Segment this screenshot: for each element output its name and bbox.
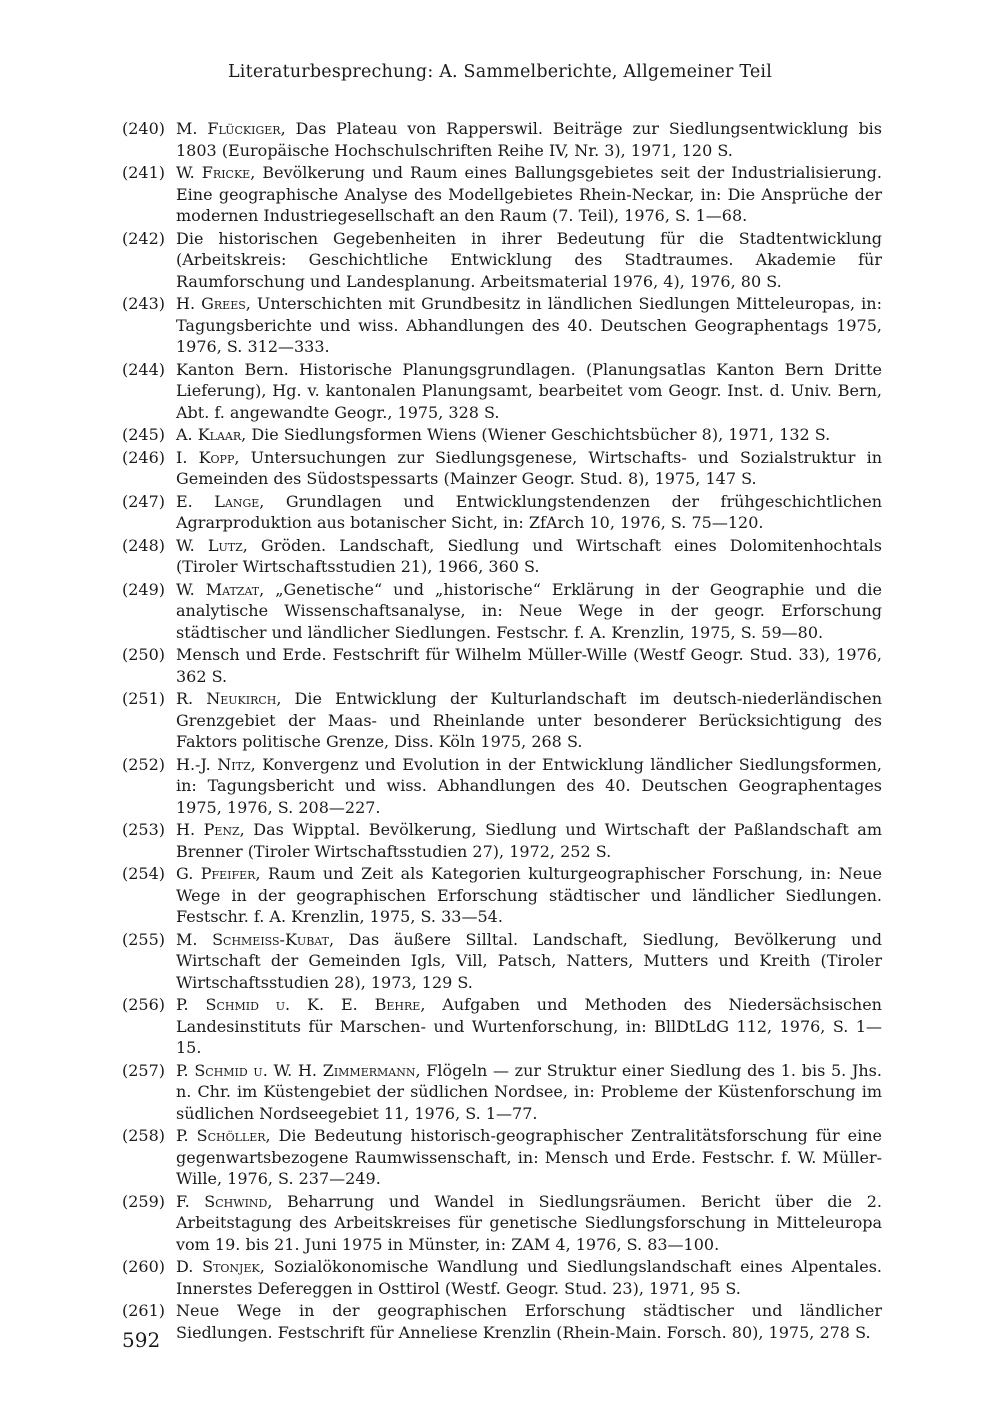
reference-title: Die historischen Gegebenheiten in ihrer Bedeutung für die Stadtentwicklung (Arbeitskreis: Geschichtliche Entwicklung des Stadtraumes. Akademie für Raumforschung und Landesplanung. Arbeitsmaterial 1976, 4), 1976, 80 S. [176,228,882,291]
reference-author: W. Matzat, [176,579,265,599]
reference-title: Konvergenz und Evolution in der Entwicklung ländlicher Siedlungsformen, in: Tagungsbericht und wiss. Abhandlungen des 40. Deutschen Geographentages 1975, 1976, S. 208—227. [176,754,883,817]
reference-number: (251) [122,689,166,708]
reference-number: (244) [122,359,166,379]
reference-author: W. Fricke, [176,163,256,182]
reference-text [176,754,882,819]
reference-title: Das Wipptal. Bevölkerung, Siedlung und Wirtschaft der Paßlandschaft am Brenner (Tiroler Wirtschaftsstudien 27), 1972, 252 S. [176,820,882,861]
reference-entry [122,228,882,293]
reference-text [176,644,882,687]
reference-title: Mensch und Erde. Festschrift für Wilhelm Müller-Wille (Westf Geogr. Stud. 33), 1976, 362 S. [176,645,882,686]
reference-title: Neue Wege in der geographischen Erforschung städtischer und ländlicher Siedlungen. Festschrift für Anneliese Krenzlin (Rhein-Main. Forsch. 80), 1975, 278 S. [176,1301,882,1342]
reference-entry [122,424,882,446]
reference-number: (248) [122,535,166,555]
reference-title: Aufgaben und Methoden des Niedersächsischen Landesinstituts für Marschen- und Wurtenforschung, in: BllDtLdG 112, 1976, S. 1—15. [176,995,882,1057]
reference-text [176,447,882,490]
reference-list [122,118,882,1344]
reference-number: (256) [122,995,166,1014]
reference-entry [122,1191,882,1256]
reference-entry [122,1256,882,1299]
reference-author: D. Stonjek, [176,1257,265,1276]
reference-text [176,863,882,928]
reference-number: (255) [122,929,166,949]
reference-entry [122,994,882,1059]
reference-author: H. Penz, [176,820,245,839]
reference-author: R. Neukirch, [176,689,282,708]
reference-number: (259) [122,1191,166,1211]
reference-entry [122,1300,882,1343]
reference-entry [122,929,882,994]
reference-author: M. Flückiger, [176,119,286,138]
running-header: Literaturbesprechung: A. Sammelberichte, Allgemeiner Teil [227,62,772,82]
reference-text [176,359,882,424]
reference-number: (242) [122,228,166,248]
reference-entry [122,447,882,490]
reference-text [176,579,882,644]
reference-entry [122,293,882,358]
reference-text [176,1125,882,1190]
reference-title: Die Entwicklung der Kulturlandschaft im deutsch-niederländischen Grenzgebiet der Maas- und Rheinlande unter besonderer Berücksichtigung des Faktors politische Grenze, Diss. Köln 1975, 268 S. [176,689,882,751]
reference-entry [122,162,882,227]
reference-title: Untersuchungen zur Siedlungsgenese, Wirtschafts- und Sozialstruktur in Gemeinden des Südostspessarts (Mainzer Geogr. Stud. 8), 1975, 147 S. [176,447,883,488]
reference-number: (241) [122,163,166,182]
reference-author: P. Schmid u. W. H. Zimmermann, [176,1060,421,1080]
reference-title: Gröden. Landschaft, Siedlung und Wirtschaft eines Dolomitenhochtals (Tiroler Wirtschaftsstudien 21), 1966, 360 S. [176,535,882,576]
reference-title: Das äußere Silltal. Landschaft, Siedlung, Bevölkerung und Wirtschaft der Gemeinden Igls, Vill, Patsch, Natters, Mutters und Kreith (Tiroler Wirtschaftsstudien 28), 1973, 129 S. [176,929,882,992]
reference-title: Die Bedeutung historisch-geographischer Zentralitätsforschung für eine gegenwartsbezogene Raumwissenschaft, in: Mensch und Erde. Festschr. f. W. Müller-Wille, 1976, S. 237—249. [176,1126,882,1188]
reference-author: G. Pfeifer, [176,864,261,883]
reference-text [176,162,882,227]
reference-entry [122,863,882,928]
reference-number: (243) [122,294,166,313]
page-number: 592 [122,1328,161,1352]
reference-author: H. Grees, [176,294,251,313]
reference-number: (250) [122,645,166,664]
reference-title: Grundlagen und Entwicklungstendenzen der frühgeschichtlichen Agrarproduktion aus botanischer Sicht, in: ZfArch 10, 1976, S. 75—120. [176,491,883,532]
reference-title: Sozialökonomische Wandlung und Siedlungslandschaft eines Alpentales. Innerstes Defereggen in Osttirol (Westf. Geogr. Stud. 23), 1971, 95 S. [176,1257,882,1298]
reference-number: (240) [122,119,166,138]
reference-title: Bevölkerung und Raum eines Ballungsgebietes seit der Industrialisierung. Eine geographische Analyse des Modellgebietes Rhein-Neckar, in: Die Ansprüche der modernen Industriegesellschaft an den Raum (7. Teil), 1976, S. 1—68. [176,163,882,225]
reference-text [176,994,882,1059]
reference-author: M. Schmeiss-Kubat, [176,929,335,949]
reference-title: Beharrung und Wandel in Siedlungsräumen. Bericht über die 2. Arbeitstagung des Arbeitskreises für genetische Siedlungsforschung in Mitteleuropa vom 19. bis 21. Juni 1975 in Münster, in: ZAM 4, 1976, S. 83—100. [176,1191,882,1254]
reference-text [176,929,882,994]
reference-author: E. Lange, [176,491,265,511]
reference-author: A. Klaar, [176,425,247,444]
reference-text [176,491,882,534]
reference-author: I. Kopp, [176,447,240,467]
reference-entry [122,491,882,534]
reference-number: (253) [122,820,166,839]
reference-text [176,228,882,293]
reference-entry [122,359,882,424]
reference-entry [122,1125,882,1190]
reference-title: „Genetische“ und „historische“ Erklärung in der Geographie und die analytische Wissenschaftsanalyse, in: Neue Wege in der geogr. Erforschung städtischer und ländlicher Siedlungen. Festschr. f. A. Krenzlin, 1975, S. 59—80. [176,579,882,642]
reference-number: (249) [122,579,166,599]
reference-text [176,1060,882,1125]
reference-title: Die Siedlungsformen Wiens (Wiener Geschichtsbücher 8), 1971, 132 S. [246,425,831,444]
reference-author: H.-J. Nitz, [176,754,256,774]
reference-entry [122,819,882,862]
reference-number: (261) [122,1301,166,1320]
reference-text [176,293,882,358]
reference-text [176,1300,882,1343]
reference-text [176,688,882,753]
reference-number: (258) [122,1126,166,1145]
reference-title: Flögeln — zur Struktur einer Siedlung des 1. bis 5. Jhs. n. Chr. im Küstengebiet der südlichen Nordsee, in: Probleme der Küstenforschung im südlichen Nordseegebiet 11, 1976, S. 1—77. [176,1060,882,1123]
reference-number: (254) [122,864,166,883]
reference-title: Raum und Zeit als Kategorien kulturgeographischer Forschung, in: Neue Wege in der geographischen Erforschung städtischer und ländlicher Siedlungen. Festschr. f. A. Krenzlin, 1975, S. 33—54. [176,864,882,926]
reference-author: F. Schwind, [176,1191,273,1211]
reference-entry [122,754,882,819]
reference-entry [122,118,882,161]
reference-text [176,1191,882,1256]
reference-title: Das Plateau von Rapperswil. Beiträge zur Siedlungsentwicklung bis 1803 (Europäische Hochschulschriften Reihe IV, Nr. 3), 1971, 120 S. [176,119,883,160]
reference-author: P. Schmid u. K. E. Behre, [176,995,426,1014]
reference-text [176,819,882,862]
reference-title: Kanton Bern. Historische Planungsgrundlagen. (Planungsatlas Kanton Bern Dritte Lieferung), Hg. v. kantonalen Planungsamt, bearbeitet vom Geogr. Inst. d. Univ. Bern, Abt. f. angewandte Geogr., 1975, 328 S. [176,359,882,422]
reference-entry [122,644,882,687]
reference-number: (246) [122,447,166,467]
reference-number: (245) [122,425,166,444]
reference-entry [122,535,882,578]
reference-number: (260) [122,1257,166,1276]
reference-title: Unterschichten mit Grundbesitz in ländlichen Siedlungen Mitteleuropas, in: Tagungsberichte und wiss. Abhandlungen des 40. Deutschen Geographentags 1975, 1976, S. 312—333. [176,294,882,356]
reference-text [176,535,882,578]
reference-number: (257) [122,1060,166,1080]
reference-text [176,424,882,446]
reference-entry [122,688,882,753]
reference-entry [122,1060,882,1125]
reference-text [176,118,882,161]
reference-author: P. Schöller, [176,1126,271,1145]
reference-author: W. Lutz, [176,535,248,555]
reference-entry [122,579,882,644]
reference-number: (247) [122,491,166,511]
reference-text [176,1256,882,1299]
reference-number: (252) [122,754,166,774]
